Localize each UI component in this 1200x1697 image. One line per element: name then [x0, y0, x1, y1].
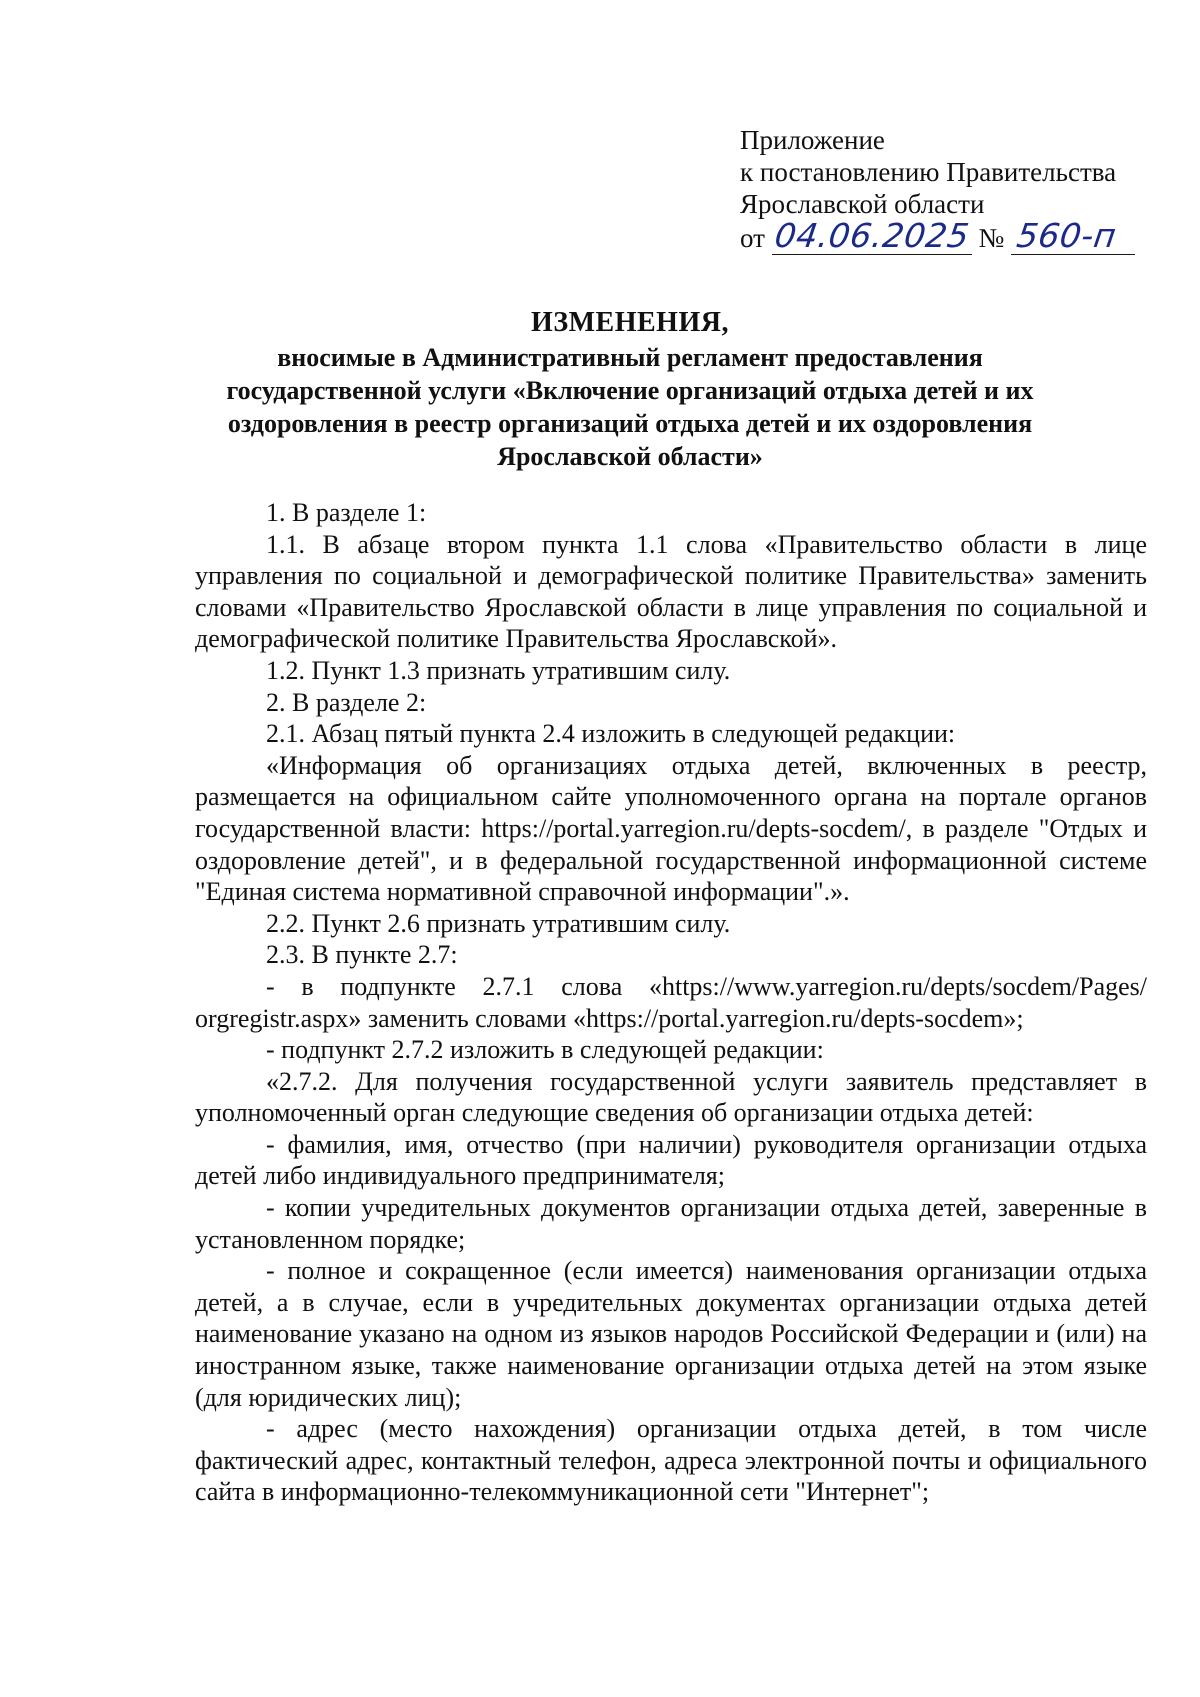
handwritten-date: 04.06.2025	[772, 216, 972, 255]
appendix-date-number-line	[740, 216, 1140, 255]
appendix-region-line: Ярославской области	[740, 189, 985, 219]
document-body	[195, 497, 1147, 1508]
paragraph-2-3-item-1: - в подпункте 2.7.1 слова «https://www.yarregion.ru/depts/socdem/Pages/ orgregistr.aspx» заменить словами «https://portal.yarregion.ru/depts-socdem»;	[195, 971, 1147, 1033]
paragraph-section-2: 2. В разделе 2:	[266, 687, 427, 717]
list-item-head-name: - фамилия, имя, отчество (при наличии) руководителя организации отдыха детей либо индивидуального предпринимателя;	[195, 1129, 1147, 1191]
paragraph-2-1: 2.1. Абзац пятый пункта 2.4 изложить в следующей редакции:	[266, 719, 956, 749]
handwritten-number: 560-п	[1014, 216, 1119, 255]
appendix-label: Приложение	[740, 125, 885, 155]
appendix-resolution-line: к постановлению Правительства	[740, 157, 1117, 187]
number-prefix: №	[978, 223, 1005, 253]
title-main: ИЗМЕНЕНИЯ,	[531, 307, 729, 338]
date-prefix: от	[740, 223, 765, 253]
list-item-address: - адрес (место нахождения) организации отдыха детей, в том числе фактический адрес, контактный телефон, адреса электронной почты и официального сайта в информационно-телекоммуникационной сети "Интернет";	[195, 1414, 1147, 1507]
paragraph-1-2: 1.2. Пункт 1.3 признать утратившим силу.	[266, 655, 731, 685]
paragraph-2-7-2: «2.7.2. Для получения государственной услуги заявитель представляет в уполномоченный орган следующие сведения об организации отдыха детей:	[195, 1066, 1147, 1128]
paragraph-section-1: 1. В разделе 1:	[266, 498, 427, 527]
list-item-founding-docs: - копии учредительных документов организации отдыха детей, заверенные в установленном порядке;	[195, 1193, 1147, 1254]
date-field	[772, 216, 972, 255]
paragraph-2-3: 2.3. В пункте 2.7:	[266, 940, 458, 970]
title-subtitle: вносимые в Административный регламент предоставления государственной услуги «Включение организаций отдыха детей и их оздоровления в реестр организаций отдыха детей и их оздоровления Ярославской области»	[226, 343, 1034, 471]
paragraph-2-2: 2.2. Пункт 2.6 признать утратившим силу.	[266, 908, 731, 938]
number-field	[1011, 216, 1135, 255]
paragraph-2-1-quote: «Информация об организациях отдыха детей, включенных в реестр, размещается на официальном сайте уполномоченного органа на портале органов государственной власти: https://portal.yarregion.ru/depts-socdem/, в разделе "Отдых и оздоровление детей", и в федеральной государственной информационной системе "Единая система нормативной справочной информации".».	[195, 750, 1147, 907]
list-item-org-name: - полное и сокращенное (если имеется) наименования организации отдыха детей, а в случае, если в учредительных документах организации отдыха детей наименование указано на одном из языков народов Российской Федерации и (или) на иностранном языке, также наименование организации отдыха детей на этом языке (для юридических лиц);	[195, 1256, 1147, 1412]
paragraph-2-3-item-2: - подпункт 2.7.2 изложить в следующей редакции:	[266, 1035, 824, 1065]
document-title	[180, 305, 1080, 473]
appendix-header	[740, 124, 1140, 255]
paragraph-1-1: 1.1. В абзаце втором пункта 1.1 слова «Правительство области в лице управления по социальной и демографической политике Правительства» заменить словами «Правительство Ярославской области в лице управления по социальной и демографической политике Правительства Ярославской».	[195, 529, 1147, 654]
